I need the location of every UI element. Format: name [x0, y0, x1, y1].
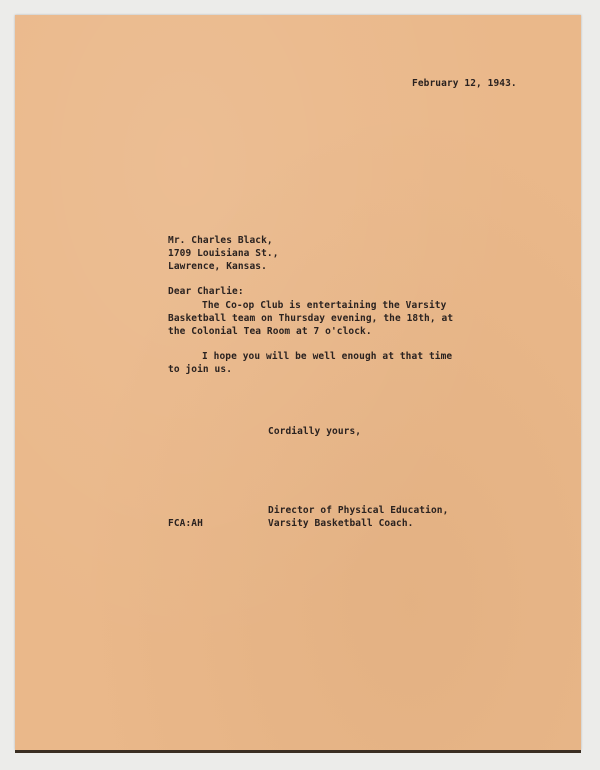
paragraph1-line3: the Colonial Tea Room at 7 o'clock.: [168, 326, 372, 337]
letter-paper: [15, 15, 581, 750]
signature-title-line1: Director of Physical Education,: [268, 505, 449, 516]
salutation: Dear Charlie:: [168, 286, 244, 297]
recipient-city: Lawrence, Kansas.: [168, 261, 267, 272]
closing: Cordially yours,: [268, 426, 362, 437]
recipient-street: 1709 Louisiana St.,: [168, 248, 279, 259]
recipient-name: Mr. Charles Black,: [168, 235, 273, 246]
paper-bottom-edge: [15, 750, 581, 753]
paragraph1-line1: The Co-op Club is entertaining the Varsity: [202, 300, 447, 311]
paragraph2-line1: I hope you will be well enough at that time: [202, 351, 453, 362]
paragraph1-line2: Basketball team on Thursday evening, the 18th, at: [168, 313, 454, 324]
letter-date: February 12, 1943.: [412, 78, 517, 89]
reference-initials: FCA:AH: [168, 518, 203, 529]
signature-title-line2: Varsity Basketball Coach.: [268, 518, 414, 529]
paragraph2-line2: to join us.: [168, 364, 233, 375]
